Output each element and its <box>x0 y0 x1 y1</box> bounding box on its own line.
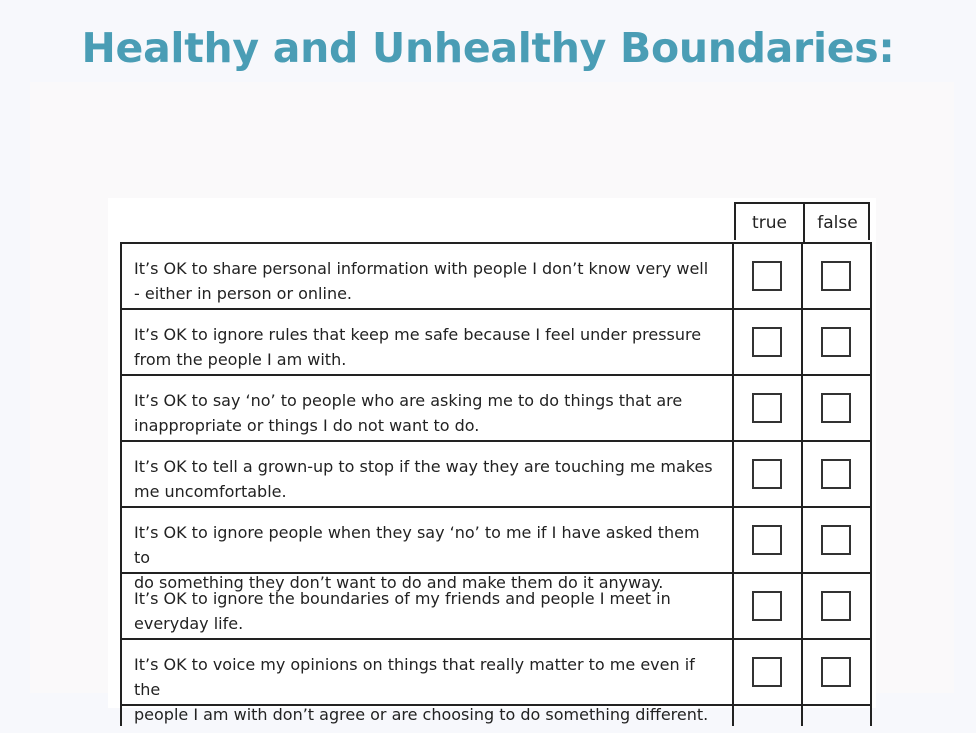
table-row-partial <box>120 706 872 726</box>
true-cell <box>734 640 803 704</box>
column-header-false: false <box>817 213 858 233</box>
statement-text <box>120 640 734 724</box>
statement-line-1: It’s OK to ignore rules that keep me safe because I feel under pressure <box>134 325 702 344</box>
table-row <box>120 310 872 376</box>
false-checkbox[interactable] <box>821 393 851 423</box>
statement-line-2: people I am with don’t agree or are choosing to do something different. <box>134 705 709 724</box>
false-checkbox[interactable] <box>821 459 851 489</box>
false-checkbox[interactable] <box>821 657 851 687</box>
statement-text <box>120 442 734 506</box>
table-row <box>120 442 872 508</box>
column-header <box>734 202 870 240</box>
false-cell <box>803 376 872 440</box>
statement-line-2: me uncomfortable. <box>134 482 287 501</box>
statement-line-2: from the people I am with. <box>134 350 347 369</box>
statement-text <box>120 376 734 440</box>
statement-text <box>120 310 734 374</box>
false-checkbox[interactable] <box>821 591 851 621</box>
statement-line-1: It’s OK to ignore the boundaries of my friends and people I meet in <box>134 589 671 608</box>
statement-text <box>120 244 734 308</box>
table-row <box>120 574 872 640</box>
statement-line-2: do something they don’t want to do and make them do it anyway. <box>134 573 664 592</box>
false-cell <box>803 574 872 638</box>
statement-line-1: It’s OK to share personal information with people I don’t know very well <box>134 259 709 278</box>
true-checkbox[interactable] <box>752 327 782 357</box>
table-row <box>120 508 872 592</box>
true-cell <box>734 508 803 572</box>
false-cell <box>803 244 872 308</box>
false-cell <box>803 706 872 726</box>
true-cell <box>734 574 803 638</box>
statement-text <box>120 574 734 638</box>
table-row <box>120 376 872 442</box>
true-cell <box>734 376 803 440</box>
statement-line-1: It’s OK to tell a grown-up to stop if the way they are touching me makes <box>134 457 713 476</box>
statement-text <box>120 706 734 726</box>
statement-line-1: It’s OK to say ‘no’ to people who are asking me to do things that are <box>134 391 683 410</box>
false-cell <box>803 508 872 572</box>
statement-line-2: everyday life. <box>134 614 244 633</box>
true-checkbox[interactable] <box>752 261 782 291</box>
true-cell <box>734 310 803 374</box>
true-checkbox[interactable] <box>752 393 782 423</box>
false-cell <box>803 442 872 506</box>
true-checkbox[interactable] <box>752 525 782 555</box>
true-checkbox[interactable] <box>752 591 782 621</box>
page-title: Healthy and Unhealthy Boundaries: <box>81 24 895 72</box>
column-header-true: true <box>736 204 805 242</box>
false-cell <box>803 640 872 704</box>
true-checkbox[interactable] <box>752 459 782 489</box>
true-cell <box>734 442 803 506</box>
table-row <box>120 244 872 310</box>
true-cell <box>734 706 803 726</box>
false-checkbox[interactable] <box>821 525 851 555</box>
statement-line-2: - either in person or online. <box>134 284 353 303</box>
survey-table <box>120 242 872 726</box>
survey-sheet <box>108 198 876 724</box>
statement-text <box>120 508 734 592</box>
false-checkbox[interactable] <box>821 327 851 357</box>
table-row <box>120 640 872 724</box>
false-checkbox[interactable] <box>821 261 851 291</box>
statement-line-2: inappropriate or things I do not want to do. <box>134 416 480 435</box>
true-checkbox[interactable] <box>752 657 782 687</box>
false-cell <box>803 310 872 374</box>
statement-line-1: It’s OK to ignore people when they say ‘no’ to me if I have asked them to <box>134 523 700 567</box>
true-cell <box>734 244 803 308</box>
statement-line-1: It’s OK to voice my opinions on things that really matter to me even if the <box>134 655 695 699</box>
